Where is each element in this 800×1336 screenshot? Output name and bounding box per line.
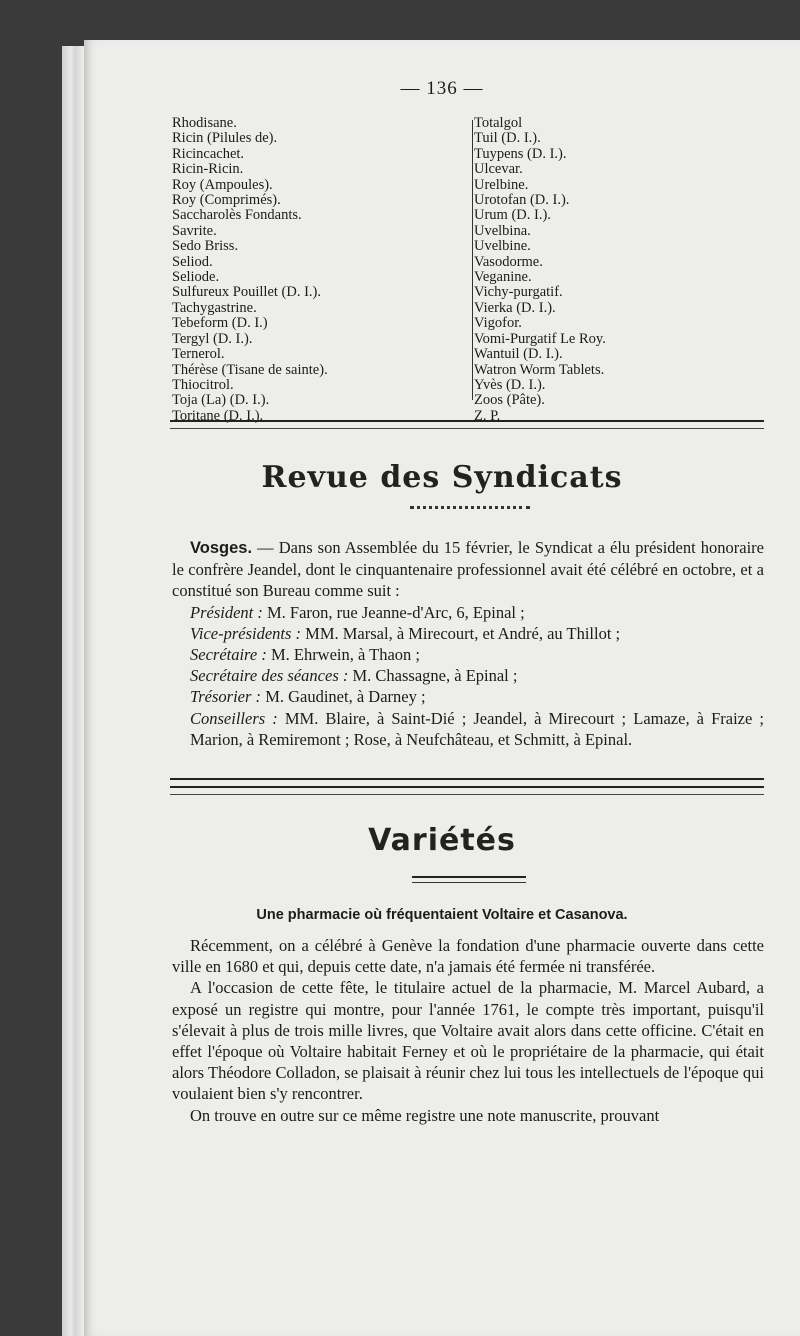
bureau-role: [172, 686, 764, 707]
index-entry: Watron Worm Tablets.: [474, 361, 605, 378]
column-divider: [472, 120, 473, 400]
role-label: Président :: [190, 602, 263, 622]
index-entry: Zoos (Pâte).: [474, 392, 545, 409]
index-entry: Seliode.: [172, 269, 220, 286]
index-entry: Thérèse (Tisane de sainte).: [172, 361, 328, 378]
varietes-title-ornament: [412, 876, 526, 883]
syndicats-lead-label: Vosges.: [190, 539, 253, 557]
index-entry: Tergyl (D. I.).: [172, 330, 253, 347]
varietes-paragraph: A l'occasion de cette fête, le titulaire actuel de la pharmacie, M. Marcel Aubard, a exposé un registre qui montre, pour l'année 1761, le compte très important, puisqu'il s'élevait à plus de trois mille livres, que Voltaire avait alors dans cette officine. C'était en effet l'époque où Voltaire habitait Ferney et où le propriétaire de la pharmacie, qui était alors Théodore Colladon, se plaisait à réunir chez lui tous les intellectuels de l'époque qui voulaient bien s'y rencontrer.: [172, 978, 764, 1104]
index-right-column: [474, 116, 774, 424]
bureau-role: [172, 708, 764, 750]
varietes-title: Variétés: [368, 823, 516, 858]
syndicats-lead-text: — Dans son Assemblée du 15 février, le Syndicat a élu président honoraire le confrère Jeandel, dont le cinquantenaire professionnel avait été célébré en octobre, et a constitué son Bureau comme suit :: [172, 538, 764, 601]
index-entry: Sedo Briss.: [172, 238, 239, 255]
section-divider-middle-2: [170, 786, 764, 795]
index-entry: Vigofor.: [474, 315, 522, 332]
index-entry: Veganine.: [474, 269, 532, 286]
book-binding: [62, 46, 84, 1336]
index-entry: Urelbine.: [474, 176, 529, 193]
index-entry: Ricin (Pilules de).: [172, 130, 278, 147]
varietes-paragraph: Récemment, on a célébré à Genève la fondation d'une pharmacie ouverte dans cette ville en 1680 et qui, depuis cette date, n'a jamais été fermée ni transférée.: [172, 936, 764, 977]
syndicats-body: [172, 537, 764, 750]
index-entry: Vomi-Purgatif Le Roy.: [474, 330, 606, 347]
index-entry: Saccharolès Fondants.: [172, 207, 302, 224]
index-entry: Roy (Comprimés).: [172, 192, 281, 209]
role-text: MM. Marsal, à Mirecourt, et André, au Thillot ;: [305, 623, 621, 643]
index-entry: Rhodisane.: [172, 115, 237, 131]
role-label: Trésorier :: [190, 687, 262, 707]
index-entry: Toritane (D. I.).: [172, 407, 264, 424]
index-entry: Ricin-Ricin.: [172, 161, 244, 178]
role-text: M. Chassagne, à Epinal ;: [352, 666, 518, 686]
role-text: MM. Blaire, à Saint-Dié ; Jeandel, à Mirecourt ; Lamaze, à Fraize ; Marion, à Remiremont ; Rose, à Neufchâteau, et Schmitt, à Epinal.: [190, 708, 764, 749]
document-page: [84, 40, 800, 1336]
syndicats-lead-paragraph: [172, 537, 764, 602]
index-entry: Savrite.: [172, 222, 217, 239]
role-label: Vice-présidents :: [190, 623, 302, 643]
index-entry: Z. P.: [474, 407, 501, 424]
varietes-subtitle: Une pharmacie où fréquentaient Voltaire et Casanova.: [256, 907, 628, 923]
index-entry: Totalgol: [474, 115, 523, 131]
bureau-role: [172, 623, 764, 644]
index-entry: Urum (D. I.).: [474, 207, 551, 224]
index-entry: Tuil (D. I.).: [474, 130, 541, 147]
page-number: — 136 —: [400, 78, 484, 99]
bureau-role: [172, 665, 764, 686]
bureau-role: [172, 644, 764, 665]
index-entry: Ternerol.: [172, 346, 225, 363]
index-entry: Vichy-purgatif.: [474, 284, 563, 301]
index-entry: Toja (La) (D. I.).: [172, 392, 270, 409]
index-entry: Ricincachet.: [172, 145, 245, 162]
index-entry: Roy (Ampoules).: [172, 176, 273, 193]
index-entry: Wantuil (D. I.).: [474, 346, 563, 363]
role-text: M. Gaudinet, à Darney ;: [265, 687, 426, 707]
index-entry: Uvelbine.: [474, 238, 531, 255]
role-text: M. Faron, rue Jeanne-d'Arc, 6, Epinal ;: [266, 602, 525, 622]
index-entry: Uvelbina.: [474, 222, 531, 239]
index-entry: Thiocitrol.: [172, 376, 234, 393]
index-entry: Vasodorme.: [474, 253, 543, 270]
index-entry: Vierka (D. I.).: [474, 299, 556, 316]
index-entry: Seliod.: [172, 253, 213, 270]
index-entry: Tebeform (D. I.): [172, 315, 268, 332]
index-entry: Ulcevar.: [474, 161, 523, 178]
bureau-role: [172, 602, 764, 623]
role-label: Secrétaire des séances :: [190, 666, 349, 686]
index-entry: Yvès (D. I.).: [474, 376, 546, 393]
syndicats-title: Revue des Syndicats: [261, 460, 623, 495]
section-divider-top: [170, 420, 764, 429]
varietes-body: [172, 935, 764, 1126]
syndicats-title-ornament: [410, 506, 530, 512]
index-entry: Tuypens (D. I.).: [474, 145, 567, 162]
role-label: Conseillers :: [190, 708, 278, 728]
role-label: Secrétaire :: [190, 645, 267, 665]
index-entry: Urotofan (D. I.).: [474, 192, 570, 209]
varietes-paragraph: On trouve en outre sur ce même registre une note manuscrite, prouvant: [190, 1105, 660, 1125]
role-text: M. Ehrwein, à Thaon ;: [270, 645, 421, 665]
index-entry: Sulfureux Pouillet (D. I.).: [172, 284, 322, 301]
index-left-column: [172, 116, 462, 424]
bureau-roles: [172, 602, 764, 750]
index-entry: Tachygastrine.: [172, 299, 257, 316]
